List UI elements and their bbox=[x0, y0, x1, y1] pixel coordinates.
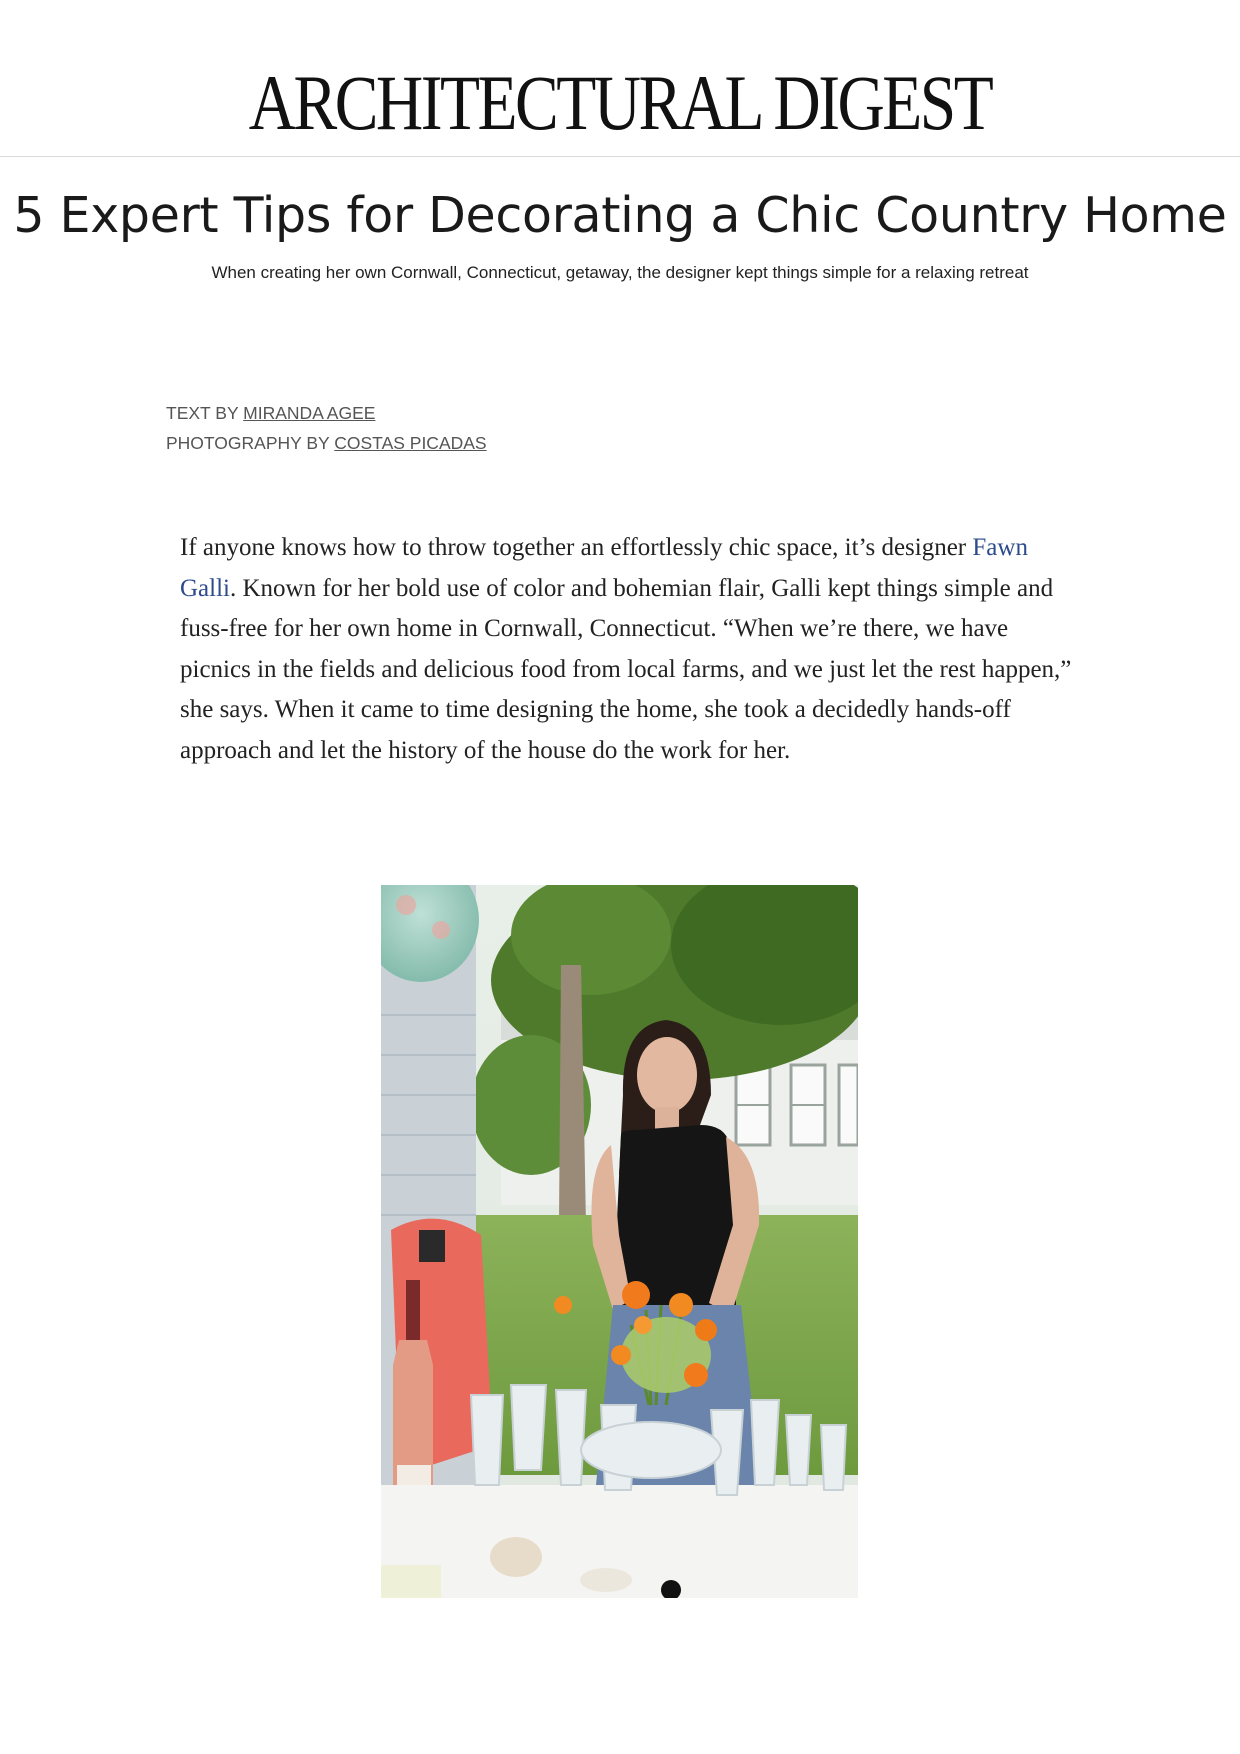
house-windows bbox=[736, 1065, 858, 1145]
masthead bbox=[0, 0, 1240, 157]
body-lead: If anyone knows how to throw together an effortlessly chic space, it’s designer bbox=[180, 534, 973, 561]
article-dek: When creating her own Cornwall, Connecticut, getaway, the designer kept things simple for a relaxing retreat bbox=[211, 263, 1029, 282]
body-rest: . Known for her bold use of color and bohemian flair, Galli kept things simple and fuss-free for her own home in Cornwall, Connecticut. “When we’re there, we have picnics in the fields and delicious food from local farms, and we just let the rest happen,” she says. When it came to time designing the home, she took a decidedly hands-off approach and let the history of the house do the work for her. bbox=[180, 574, 1072, 764]
photo-credit bbox=[166, 432, 487, 454]
photo-illustration bbox=[381, 885, 858, 1598]
photo-credit-label: PHOTOGRAPHY BY bbox=[166, 433, 335, 453]
article-body bbox=[180, 528, 1080, 771]
article-photo bbox=[381, 885, 858, 1598]
photographer-link[interactable]: COSTAS PICADAS bbox=[334, 433, 487, 453]
author-link[interactable]: MIRANDA AGEE bbox=[243, 403, 376, 423]
designer-link[interactable]: Fawn Galli bbox=[180, 534, 1028, 602]
article-headline: 5 Expert Tips for Decorating a Chic Country Home bbox=[13, 187, 1227, 244]
site-logo[interactable]: ARCHITECTURAL DIGEST bbox=[248, 59, 992, 146]
text-credit bbox=[166, 402, 375, 424]
text-credit-label: TEXT BY bbox=[166, 403, 244, 423]
